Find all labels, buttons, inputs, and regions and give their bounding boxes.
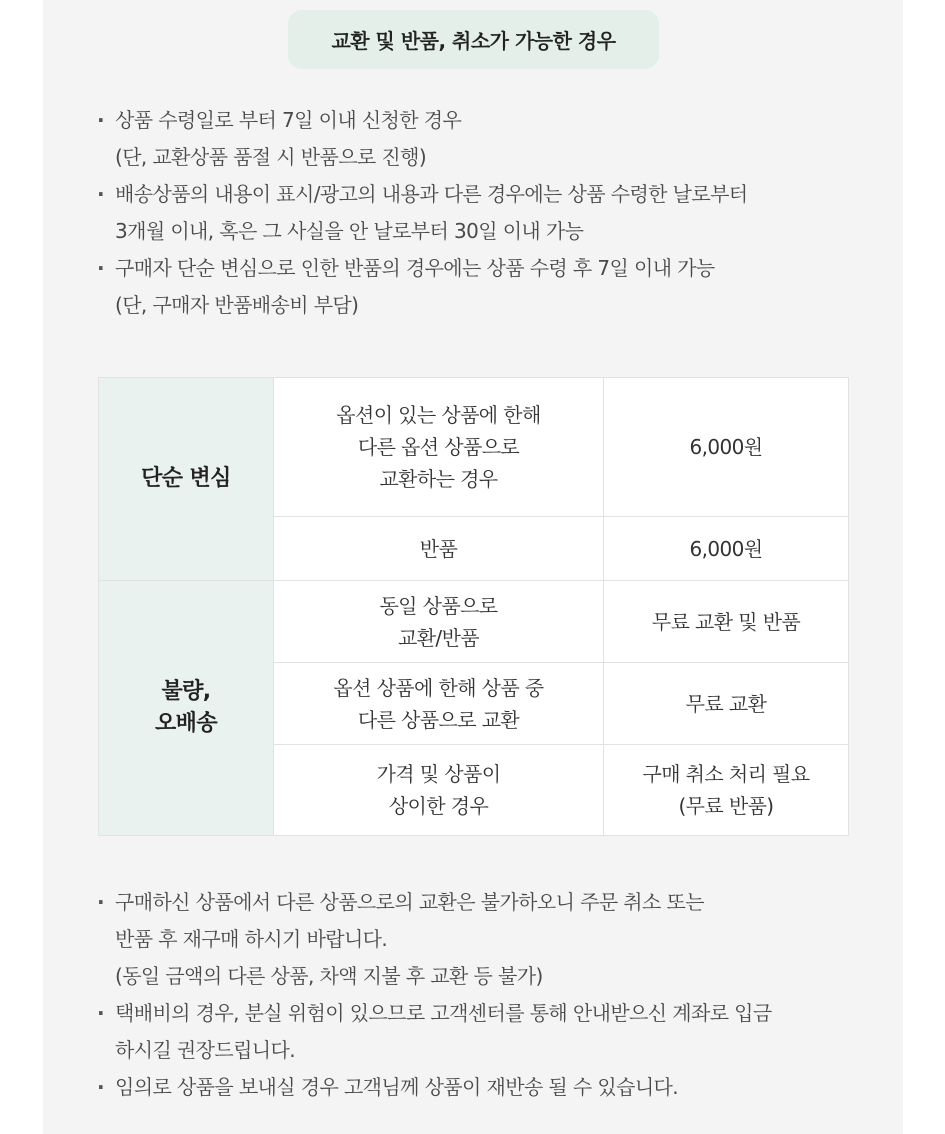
note-line: · 택배비의 경우, 분실 위험이 있으므로 고객센터를 통해 안내받으신 계좌로 입금 bbox=[115, 1001, 772, 1025]
cell-line: 상이한 경우 bbox=[388, 794, 489, 818]
cell-line: 구매 취소 처리 필요 bbox=[642, 762, 810, 786]
note-item bbox=[97, 102, 867, 176]
cell-line: 교환하는 경우 bbox=[379, 467, 498, 491]
section-title: 교환 및 반품, 취소가 가능한 경우 bbox=[288, 10, 659, 69]
note-line: (동일 금액의 다른 상품, 차액 지불 후 교환 등 불가) bbox=[115, 964, 543, 988]
caution-notes bbox=[97, 884, 867, 1106]
note-line: · 배송상품의 내용이 표시/광고의 내용과 다른 경우에는 상품 수령한 날로부터 bbox=[115, 182, 748, 206]
case-cell bbox=[274, 378, 604, 517]
case-cell bbox=[274, 663, 604, 745]
cell-line: 오배송 bbox=[155, 711, 217, 736]
group-header-defect bbox=[99, 581, 274, 836]
note-line: (단, 교환상품 품절 시 반품으로 진행) bbox=[115, 145, 427, 169]
cell-line: 다른 상품으로 교환 bbox=[357, 707, 520, 732]
fee-cell bbox=[604, 581, 849, 663]
cell-line: 불량, bbox=[161, 679, 211, 704]
fee-cell bbox=[604, 378, 849, 517]
group-header-simple-change: 단순 변심 bbox=[99, 378, 274, 581]
fee-cell bbox=[604, 663, 849, 745]
note-item bbox=[97, 884, 867, 995]
cell-line: 동일 상품으로 bbox=[379, 593, 498, 618]
cell-line: 무료 교환 및 반품 bbox=[651, 609, 801, 634]
note-line: 3개월 이내, 혹은 그 사실을 안 날로부터 30일 이내 가능 bbox=[115, 219, 584, 243]
note-line: 하시길 권장드립니다. bbox=[115, 1038, 295, 1062]
cell-line: 무료 교환 bbox=[685, 691, 767, 716]
cell-line: 옵션 상품에 한해 상품 중 bbox=[333, 675, 544, 700]
case-cell bbox=[274, 517, 604, 581]
cell-line: 6,000원 bbox=[689, 536, 763, 561]
eligibility-notes bbox=[97, 102, 867, 324]
case-cell bbox=[274, 745, 604, 836]
note-item bbox=[97, 176, 867, 250]
cell-line: (무료 반품) bbox=[678, 794, 774, 818]
note-line: · 임의로 상품을 보내실 경우 고객님께 상품이 재반송 될 수 있습니다. bbox=[115, 1075, 679, 1099]
fee-cell bbox=[604, 517, 849, 581]
cell-line: 다른 옵션 상품으로 bbox=[357, 435, 520, 459]
cell-line: 교환/반품 bbox=[397, 625, 480, 650]
note-line: (단, 구매자 반품배송비 부담) bbox=[115, 293, 359, 317]
cell-line: 가격 및 상품이 bbox=[376, 762, 501, 786]
cell-line: 옵션이 있는 상품에 한해 bbox=[336, 403, 541, 427]
case-cell bbox=[274, 581, 604, 663]
return-fee-table bbox=[98, 377, 849, 836]
table-row bbox=[99, 378, 849, 517]
table-row bbox=[99, 581, 849, 663]
fee-cell bbox=[604, 745, 849, 836]
note-line: · 상품 수령일로 부터 7일 이내 신청한 경우 bbox=[115, 108, 462, 132]
note-line: · 구매자 단순 변심으로 인한 반품의 경우에는 상품 수령 후 7일 이내 가능 bbox=[115, 256, 715, 280]
cell-line: 반품 bbox=[419, 536, 458, 561]
note-line: 반품 후 재구매 하시기 바랍니다. bbox=[115, 927, 388, 951]
note-item bbox=[97, 1069, 867, 1106]
note-line: · 구매하신 상품에서 다른 상품으로의 교환은 불가하오니 주문 취소 또는 bbox=[115, 890, 704, 914]
note-item bbox=[97, 250, 867, 324]
note-item bbox=[97, 995, 867, 1069]
cell-line: 6,000원 bbox=[689, 435, 763, 459]
